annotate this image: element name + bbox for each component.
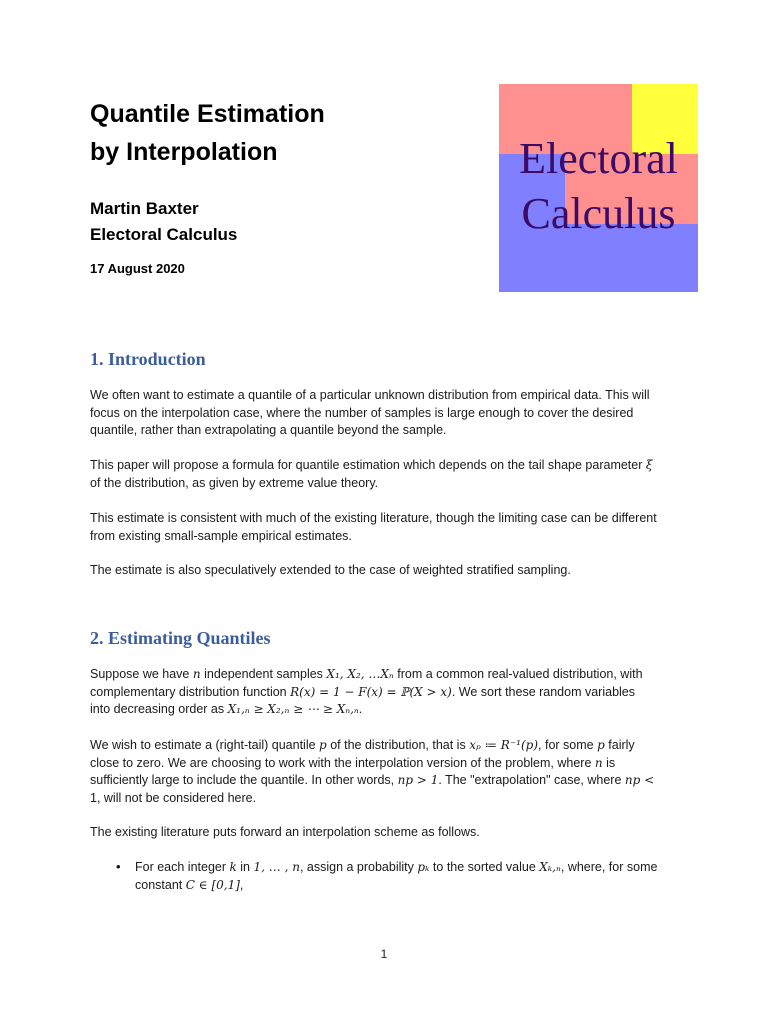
text-span: constant <box>135 877 183 892</box>
section-1-heading: 1. Introduction <box>90 349 206 369</box>
estimating-paragraph-3: The existing literature puts forward an interpolation scheme as follows. <box>90 825 480 839</box>
estimating-paragraph-1 <box>90 666 680 719</box>
math-np-greater-1: np > 1 <box>397 773 439 787</box>
text-line: 1, will not be considered here. <box>90 790 257 805</box>
math-order-statistics: X₁,ₙ ≥ X₂,ₙ ≥ ⋯ ≥ Xₙ,ₙ <box>227 702 359 716</box>
math-c-interval: C ∈ [0,1] <box>185 877 240 892</box>
text-span: of the distribution, that is <box>330 738 466 752</box>
author-organization: Electoral Calculus <box>90 225 238 244</box>
text-span: For each integer <box>135 860 227 874</box>
author-block <box>90 196 237 248</box>
text-span: complementary distribution function <box>90 684 287 699</box>
math-samples: X₁, X₂, …Xₙ <box>326 667 394 681</box>
text-line: quantile, rather than extrapolating a quantile beyond the sample. <box>90 423 447 437</box>
text-span: We wish to estimate a (right-tail) quantile <box>90 738 316 752</box>
text-span: This paper will propose a formula for quantile estimation which depends on the tail shape parameter <box>90 458 643 472</box>
math-distribution-function: R(x) = 1 − F(x) = ℙ(X > x) <box>290 684 452 699</box>
math-np-less: np < <box>624 773 655 787</box>
text-span: independent samples <box>204 667 323 681</box>
math-p: p <box>319 738 327 752</box>
math-xkn: Xₖ,ₙ <box>539 860 561 874</box>
section-2-heading: 2. Estimating Quantiles <box>90 628 271 648</box>
intro-paragraph-2 <box>90 457 680 492</box>
text-line: from existing small-sample empirical estimates. <box>90 528 352 543</box>
electoral-calculus-logo <box>499 84 698 292</box>
text-line: of the distribution, as given by extreme value theory. <box>90 475 379 490</box>
text-span: , <box>239 877 244 892</box>
text-span: fairly <box>608 738 635 752</box>
math-k: k <box>229 860 237 874</box>
text-span: from a common real-valued distribution, with <box>397 667 643 681</box>
text-line: We often want to estimate a quantile of a particular unknown distribution from empirical data. This will <box>90 388 650 402</box>
paper-title <box>90 95 325 171</box>
math-pk: pₖ <box>417 860 430 874</box>
estimating-paragraph-2 <box>90 737 680 807</box>
text-span: , where, for some <box>560 860 658 874</box>
text-span: close to zero. We are choosing to work with the interpolation version of the problem, where <box>90 755 592 770</box>
xi-symbol: ξ <box>645 458 653 472</box>
text-span: sufficiently large to include the quantile. In other words, <box>90 773 395 787</box>
intro-paragraph-3 <box>90 510 680 545</box>
text-span: . <box>358 702 363 716</box>
text-span: Suppose we have <box>90 667 190 681</box>
math-n: n <box>594 755 603 770</box>
text-span: . The "extrapolation" case, where <box>438 773 622 787</box>
author-name: Martin Baxter <box>90 199 199 218</box>
math-range: 1, … , n <box>253 860 300 874</box>
logo-text-line-1: Electoral <box>519 134 678 183</box>
text-span: is <box>606 755 616 770</box>
text-span: to the sorted value <box>432 860 536 874</box>
title-line-2: by Interpolation <box>90 138 278 166</box>
text-span: , assign a probability <box>299 860 414 874</box>
text-line: This estimate is consistent with much of the existing literature, though the limiting case can be different <box>90 511 657 525</box>
math-quantile-definition: xₚ ≔ R⁻¹(p) <box>469 738 539 752</box>
math-p: p <box>597 738 605 752</box>
paper-date: 17 August 2020 <box>90 261 185 276</box>
text-line: focus on the interpolation case, where the number of samples is large enough to cover the desired <box>90 405 634 420</box>
text-span: into decreasing order as <box>90 702 225 716</box>
math-n: n <box>192 667 201 681</box>
text-span: . We sort these random variables <box>451 684 635 699</box>
text-span: , for some <box>538 738 594 752</box>
intro-paragraph-4: The estimate is also speculatively extended to the case of weighted stratified sampling. <box>90 563 571 577</box>
title-line-1: Quantile Estimation <box>90 100 325 128</box>
logo-text-line-2: Calculus <box>521 189 676 238</box>
text-span: in <box>240 860 251 874</box>
page-number: 1 <box>380 947 388 961</box>
intro-paragraph-1 <box>90 387 680 440</box>
bullet-marker: • <box>116 859 121 874</box>
bullet-item <box>135 859 675 894</box>
